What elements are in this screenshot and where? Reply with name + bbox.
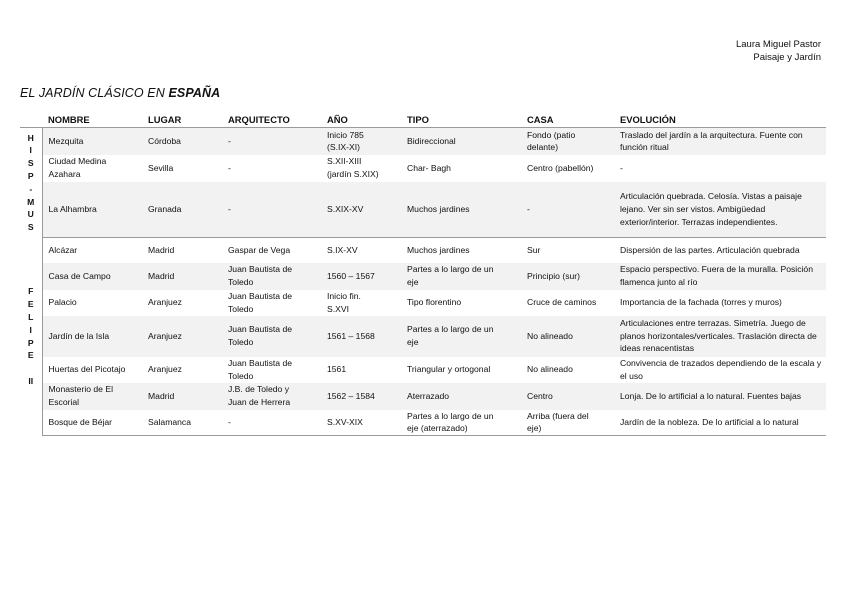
year-cell: Inicio 785 (S.IX-XI) [321,128,401,155]
gardens-table [20,113,826,436]
document-title [20,86,220,100]
name-cell: Monasterio de El Escorial [42,383,142,410]
place-cell: Madrid [148,244,175,255]
house-cell: Centro [521,383,614,410]
house-cell: Arriba (fuera del eje) [521,410,614,436]
table-row [20,410,826,436]
year-cell: 1560 – 1567 [321,263,401,290]
year-cell: 1561 [327,364,347,375]
column-header: CASA [521,113,614,128]
place-cell: Sevilla [148,162,174,173]
place-cell: Córdoba [142,128,222,155]
title-emphasis: ESPAÑA [168,86,221,100]
year-cell: S.XIX-XV [321,182,401,238]
type-cell: Char- Bagh [407,162,451,173]
evolution-cell: Traslado del jardín a la arquitectura. Fuente con función ritual [614,128,826,155]
architect-cell: - [228,162,231,173]
table-row [20,316,826,357]
name-cell: Jardín de la Isla [42,316,142,357]
year-cell: S.XII-XIII (jardín S.XIX) [327,156,379,179]
house-cell: No alineado [521,316,614,357]
architect-cell: - [222,410,321,436]
evolution-cell: - [620,162,623,173]
type-cell: Partes a lo largo de un eje (aterrazado) [401,410,521,436]
place-cell: Madrid [142,263,222,290]
place-cell: Aranjuez [148,364,182,375]
architect-cell: Juan Bautista de Toledo [222,316,321,357]
type-cell: Muchos jardines [401,182,521,238]
year-cell: 1562 – 1584 [321,383,401,410]
year-cell: 1561 – 1568 [321,316,401,357]
group-label: F E L I P E II [20,238,42,436]
table-row [20,357,826,383]
place-cell: Salamanca [142,410,222,436]
place-cell: Madrid [142,383,222,410]
type-cell: Muchos jardines [407,244,470,255]
house-cell: Cruce de caminos [527,297,597,308]
column-header: ARQUITECTO [222,113,321,128]
place-cell: Granada [142,182,222,238]
evolution-cell: Lonja. De lo artificial a lo natural. Fuentes bajas [614,383,826,410]
house-cell: Fondo (patio delante) [521,128,614,155]
evolution-cell: Jardín de la nobleza. De lo artificial a lo natural [614,410,826,436]
column-header: EVOLUCIÓN [614,113,826,128]
name-cell: Casa de Campo [42,263,142,290]
table-row [20,128,826,155]
year-cell: S.XV-XIX [321,410,401,436]
table-row [20,182,826,238]
architect-cell: - [222,128,321,155]
column-header: TIPO [401,113,521,128]
table-row [20,383,826,410]
type-cell: Bidireccional [401,128,521,155]
house-cell: - [521,182,614,238]
house-cell: Sur [527,244,541,255]
column-header: NOMBRE [42,113,142,128]
name-cell: Alcázar [48,244,78,255]
house-cell: No alineado [527,364,573,375]
evolution-cell: Articulaciones entre terrazas. Simetría. Juego de planos horizontales/verticales. Traslación directa de ideas renacentistas [614,316,826,357]
table-body [20,128,826,436]
column-header: LUGAR [142,113,222,128]
group-label: H I S P - M U S [20,128,42,238]
author-block [736,38,821,64]
table-row [20,290,826,316]
column-header: AÑO [321,113,401,128]
architect-cell: Gaspar de Vega [228,244,291,255]
evolution-cell: Articulación quebrada. Celosía. Vistas a paisaje lejano. Ver sin ser vistos. Ambigüedad exterior/interior. Terrazas independientes. [614,182,826,238]
type-cell: Partes a lo largo de un eje [401,316,521,357]
evolution-cell: Espacio perspectivo. Fuera de la muralla. Posición flamenca junto al río [614,263,826,290]
author-subject: Paisaje y Jardín [753,52,821,63]
architect-cell: Juan Bautista de Toledo [228,290,293,314]
author-name: Laura Miguel Pastor [735,39,821,50]
type-cell: Triangular y ortogonal [407,364,491,375]
table-row [20,155,826,182]
type-cell: Tipo florentino [407,297,462,308]
table-row [20,263,826,290]
year-cell: Inicio fin. S.XVI [327,290,361,314]
architect-cell: - [222,182,321,238]
house-cell: Centro (pabellón) [527,162,594,173]
name-cell: La Alhambra [42,182,142,238]
architect-cell: Juan Bautista de Toledo [222,263,321,290]
evolution-cell: Convivencia de trazados dependiendo de la escala y el uso [620,357,822,381]
architect-cell: Juan Bautista de Toledo [228,357,293,381]
name-cell: Ciudad Medina Azahara [48,156,107,179]
title-prefix: EL JARDÍN CLÁSICO EN [20,86,169,100]
place-cell: Aranjuez [148,297,182,308]
house-cell: Principio (sur) [521,263,614,290]
evolution-cell: Dispersión de las partes. Articulación quebrada [620,244,800,255]
name-cell: Palacio [48,297,77,308]
group-header [20,113,42,128]
name-cell: Huertas del Picotajo [48,364,126,375]
year-cell: S.IX-XV [327,244,358,255]
architect-cell: J.B. de Toledo y Juan de Herrera [222,383,321,410]
name-cell: Bosque de Béjar [42,410,142,436]
evolution-cell: Importancia de la fachada (torres y muros) [620,297,782,308]
type-cell: Aterrazado [401,383,521,410]
type-cell: Partes a lo largo de un eje [401,263,521,290]
name-cell: Mezquita [42,128,142,155]
table-row [20,238,826,263]
table-header-row [20,113,826,128]
place-cell: Aranjuez [142,316,222,357]
